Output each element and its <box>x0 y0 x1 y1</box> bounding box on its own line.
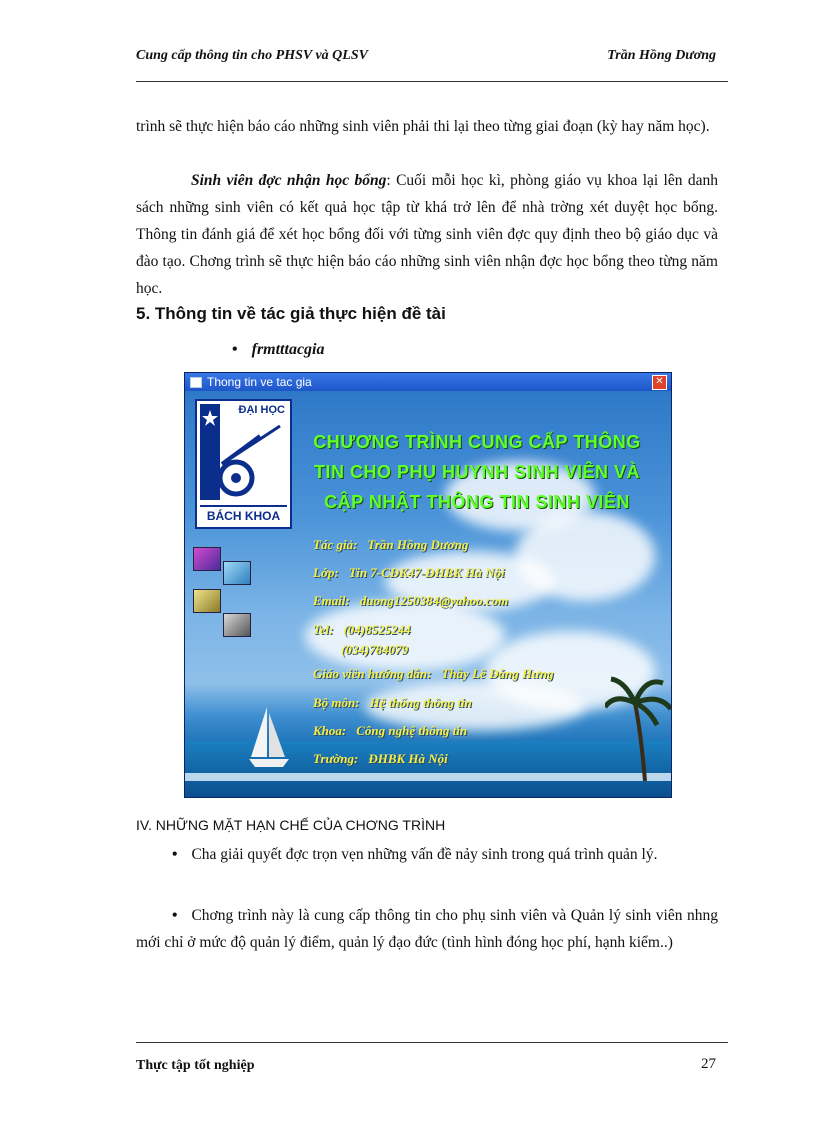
palm-tree-icon <box>605 673 671 783</box>
headline-line: CẬP NHẬT THÔNG TIN SINH VIÊN <box>324 492 630 512</box>
headline-line: CHƯƠNG TRÌNH CUNG CẤP THÔNG <box>313 432 641 452</box>
window-titlebar[interactable] <box>185 373 671 391</box>
paragraph-2-lead: Sinh viên đợc nhận học bổng <box>191 172 387 189</box>
paragraph-1: trình sẽ thực hiện báo cáo những sinh viên phải thi lại theo từng giai đoạn (kỳ hay năm học). <box>136 118 710 135</box>
window-title: Thong tin ve tac gia <box>207 375 312 389</box>
window-app-icon <box>190 377 202 388</box>
paragraph-2-text: : Cuối mỗi học kì, phòng giáo vụ khoa lại lên danh sách những sinh viên có kết quả học tập từ khá trở lên để nhà trờng xét duyệt học bổng. Thông tin đánh giá để xét học bổng đối với từng sinh viên đợc quy định theo bộ giáo dục và đào tạo. Chơng trình sẽ thực hiện báo cáo những sinh viên nhận đợc học bổng theo từng năm học. <box>136 172 718 297</box>
form-name-bullet <box>232 341 325 359</box>
tools-icon[interactable] <box>193 589 221 613</box>
bullet-dot-icon: • <box>172 846 178 863</box>
section-4-heading: IV. NHỮNG MẶT HẠN CHẾ CỦA CHƠNG TRÌNH <box>136 817 446 833</box>
headline-line: TIN CHO PHỤ HUYNH SINH VIÊN VÀ <box>313 462 641 482</box>
info-tel: Tel: (04)8525244 <box>313 622 411 637</box>
close-button[interactable]: ✕ <box>652 375 667 390</box>
form-name: frmtttacgia <box>251 341 325 358</box>
logo-top-text: ĐẠI HỌC <box>238 404 285 416</box>
footer-rule <box>136 1042 728 1043</box>
info-email: Email: duong1250384@yahoo.com <box>313 593 509 608</box>
limitation-item: • Cha giải quyết đợc trọn vẹn những vấn đề nảy sinh trong quá trình quản lý. <box>172 846 658 863</box>
author-info-window <box>184 372 672 798</box>
footer-left: Thực tập tốt nghiệp <box>136 1058 255 1073</box>
university-logo <box>195 399 292 529</box>
sky-background <box>185 391 671 797</box>
page-number: 27 <box>701 1056 716 1072</box>
program-headline <box>307 427 647 517</box>
info-faculty: Khoa: Công nghệ thông tin <box>313 723 468 738</box>
header-rule <box>136 81 728 82</box>
header-left: Cung cấp thông tin cho PHSV và QLSV <box>136 48 368 63</box>
paragraph-2 <box>136 167 718 302</box>
bullet-dot-icon: • <box>172 907 178 924</box>
writing-icon[interactable] <box>223 561 251 585</box>
books-icon[interactable] <box>193 547 221 571</box>
logo-bottom-text: BÁCH KHOA <box>200 505 287 523</box>
info-author: Tác giả: Trần Hồng Dương <box>313 537 469 552</box>
info-department: Bộ môn: Hệ thống thông tin <box>313 695 472 710</box>
info-class: Lớp: Tin 7-CĐK47-ĐHBK Hà Nội <box>313 565 505 580</box>
keyboard-icon[interactable] <box>223 613 251 637</box>
section-5-heading: 5. Thông tin về tác giả thực hiện đề tài <box>136 304 446 323</box>
sailboat-icon <box>247 705 291 775</box>
info-school: Trường: ĐHBK Hà Nội <box>313 751 448 766</box>
bullet-dot-icon: • <box>232 341 238 358</box>
info-advisor: Giáo viên hướng dẫn: Thầy Lê Đăng Hưng <box>313 666 554 681</box>
limitation-item: • Chơng trình này là cung cấp thông tin cho phụ sinh viên và Quản lý sinh viên nhng mới chỉ ở mức độ quản lý điểm, quản lý đạo đức (tình hình đóng học phí, hạnh kiểm..) <box>136 907 718 951</box>
header-right: Trần Hồng Dương <box>607 48 716 63</box>
info-tel-2: (034)784079 <box>341 642 409 657</box>
